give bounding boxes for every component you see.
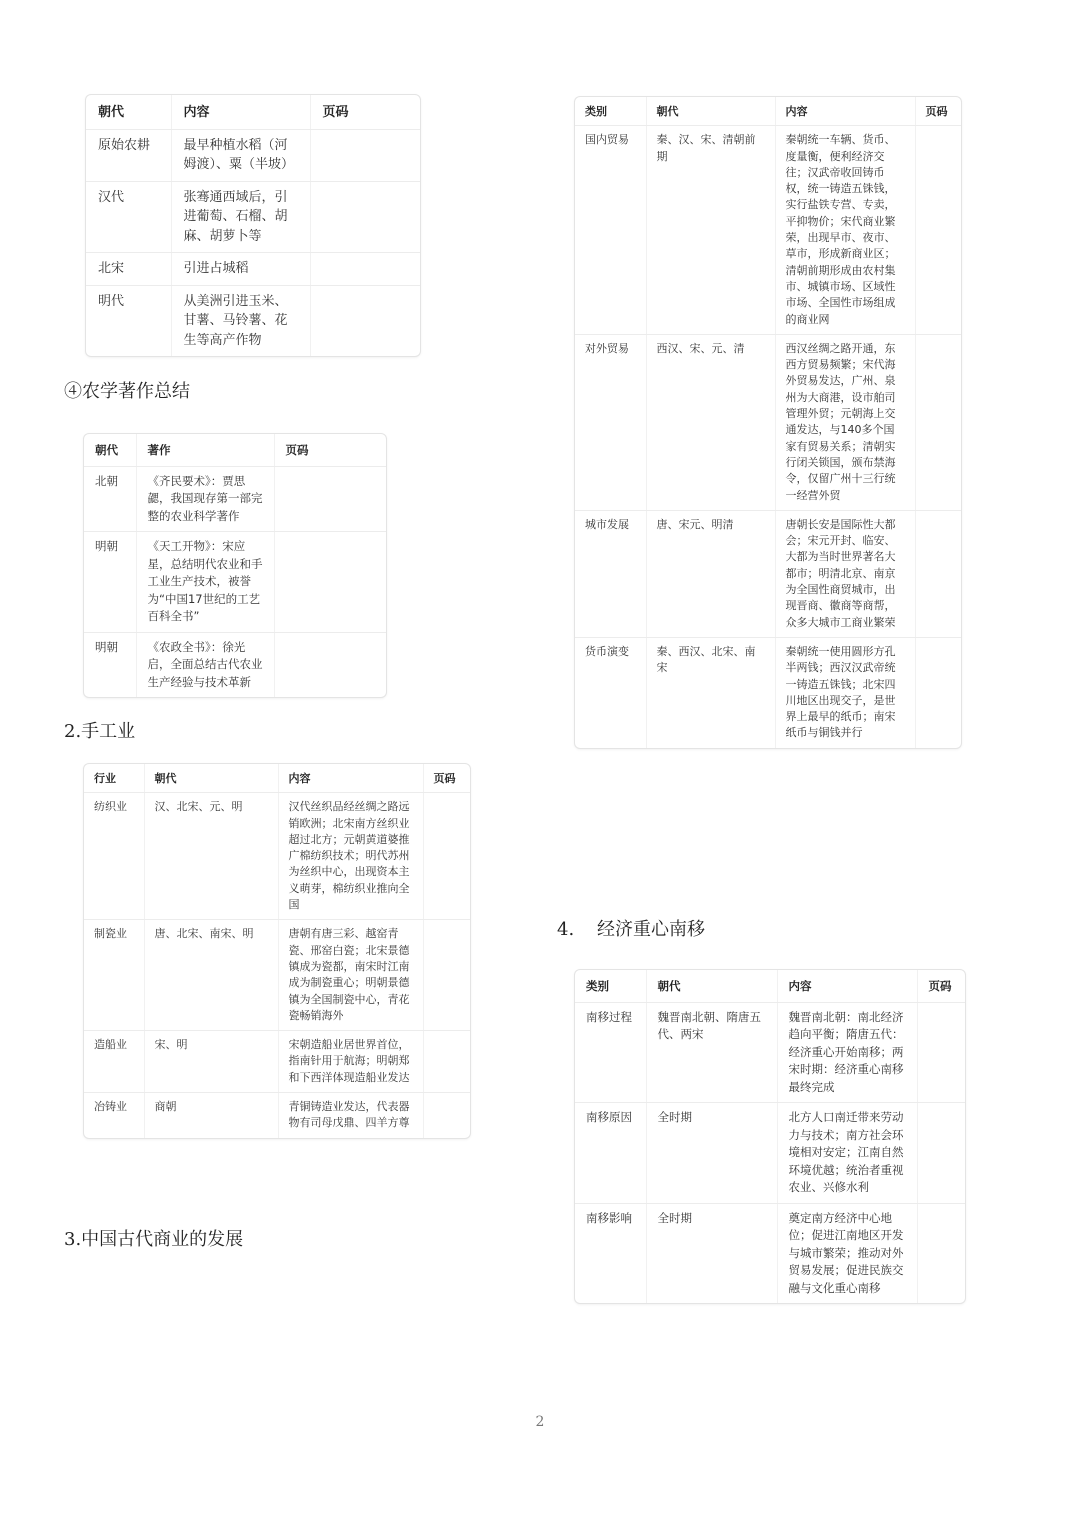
header-work: 著作 — [136, 434, 274, 466]
table-row — [575, 334, 961, 510]
table-row — [575, 1103, 965, 1204]
cell-page — [423, 1031, 470, 1093]
cell-content: 奠定南方经济中心地位；促进江南地区开发与城市繁荣；推动对外贸易发展；促进民族交融与文化重心南移 — [777, 1203, 917, 1303]
cell-work: 《农政全书》：徐光启，全面总结古代农业生产经验与技术革新 — [136, 632, 274, 697]
table-header-row — [575, 97, 961, 126]
table-row — [84, 793, 470, 920]
table-header-row — [86, 95, 420, 129]
cell-content: 北方人口南迁带来劳动力与技术；南方社会环境相对安定；江南自然环境优越；统治者重视农业、兴修水利 — [777, 1103, 917, 1204]
cell-category: 对外贸易 — [575, 334, 646, 510]
cell-work: 《天工开物》：宋应星，总结明代农业和手工业生产技术，被誉为“中国17世纪的工艺百科全书” — [136, 532, 274, 633]
header-content: 内容 — [278, 764, 423, 793]
cell-page — [917, 1103, 965, 1204]
header-industry: 行业 — [84, 764, 144, 793]
cell-dynasty: 汉、北宋、元、明 — [144, 793, 278, 920]
cell-page — [423, 793, 470, 920]
section-heading-commerce: 3.中国古代商业的发展 — [64, 1229, 244, 1250]
cell-content: 最早种植水稻（河姆渡）、粟（半坡） — [171, 129, 310, 181]
cell-dynasty: 西汉、宋、元、清 — [646, 334, 775, 510]
cell-category: 南移过程 — [575, 1002, 646, 1103]
cell-work: 《齐民要术》：贾思勰，我国现存第一部完整的农业科学著作 — [136, 466, 274, 532]
cell-dynasty: 唐、宋元、明清 — [646, 510, 775, 637]
table-row — [84, 632, 386, 697]
cell-page — [423, 1093, 470, 1138]
cell-content: 唐朝长安是国际性大都会；宋元开封、临安、大都为当时世界著名大都市；明清北京、南京为全国性商贸城市，出现晋商、徽商等商帮，众多大城市工商业繁荣 — [775, 510, 915, 637]
cell-page — [915, 637, 961, 747]
cell-dynasty: 原始农耕 — [86, 129, 171, 181]
economic-shift-table — [575, 970, 965, 1303]
table-row — [86, 285, 420, 356]
header-page: 页码 — [310, 95, 420, 129]
cell-dynasty: 汉代 — [86, 181, 171, 253]
cell-dynasty: 明代 — [86, 285, 171, 356]
cell-content: 从美洲引进玉米、甘薯、马铃薯、花生等高产作物 — [171, 285, 310, 356]
table-row — [84, 920, 470, 1031]
cell-industry: 纺织业 — [84, 793, 144, 920]
cell-dynasty: 唐、北宋、南宋、明 — [144, 920, 278, 1031]
cell-page — [274, 532, 386, 633]
cell-dynasty: 宋、明 — [144, 1031, 278, 1093]
cell-page — [310, 181, 420, 253]
cell-category: 城市发展 — [575, 510, 646, 637]
cell-content: 宋朝造船业居世界首位，指南针用于航海；明朝郑和下西洋体现造船业发达 — [278, 1031, 423, 1093]
cell-content: 张骞通西域后，引进葡萄、石榴、胡麻、胡萝卜等 — [171, 181, 310, 253]
page-number: 2 — [535, 1414, 545, 1430]
cell-dynasty: 魏晋南北朝、隋唐五代、两宋 — [646, 1002, 777, 1103]
table-row — [86, 181, 420, 253]
table-header-row — [575, 970, 965, 1002]
table-row — [84, 466, 386, 532]
cell-page — [915, 126, 961, 335]
cell-dynasty: 北宋 — [86, 253, 171, 286]
cell-industry: 造船业 — [84, 1031, 144, 1093]
cell-page — [915, 510, 961, 637]
cell-content: 引进占城稻 — [171, 253, 310, 286]
agri-books-table — [84, 434, 386, 697]
cell-dynasty: 北朝 — [84, 466, 136, 532]
table-row — [575, 126, 961, 335]
cell-page — [917, 1203, 965, 1303]
header-content: 内容 — [777, 970, 917, 1002]
cell-content: 秦朝统一车辆、货币、度量衡，便利经济交往；汉武帝收回铸币权，统一铸造五铢钱，实行盐铁专营、专卖，平抑物价；宋代商业繁荣，出现早市、夜市、草市，形成新商业区；清朝前期形成由农村集市、城镇市场、区域性市场、全国性市场组成的商业网 — [775, 126, 915, 335]
table-row — [575, 510, 961, 637]
table-header-row — [84, 434, 386, 466]
cell-page — [423, 920, 470, 1031]
cell-dynasty: 明朝 — [84, 532, 136, 633]
table-row — [84, 532, 386, 633]
commerce-table — [575, 97, 961, 748]
table-header-row — [84, 764, 470, 793]
table-row — [86, 253, 420, 286]
table-row — [575, 1002, 965, 1103]
cell-page — [917, 1002, 965, 1103]
agri-crops-table — [86, 95, 420, 356]
cell-industry: 制瓷业 — [84, 920, 144, 1031]
header-dynasty: 朝代 — [84, 434, 136, 466]
header-page: 页码 — [423, 764, 470, 793]
table-row — [84, 1031, 470, 1093]
cell-content: 魏晋南北朝：南北经济趋向平衡；隋唐五代：经济重心开始南移；两宋时期：经济重心南移最终完成 — [777, 1002, 917, 1103]
header-dynasty: 朝代 — [144, 764, 278, 793]
cell-page — [310, 129, 420, 181]
section-heading-agri-books: ④农学著作总结 — [64, 381, 190, 402]
cell-category: 南移影响 — [575, 1203, 646, 1303]
cell-page — [310, 285, 420, 356]
cell-content: 秦朝统一使用圆形方孔半两钱；西汉汉武帝统一铸造五铢钱；北宋四川地区出现交子，是世界上最早的纸币；南宋纸币与铜钱并行 — [775, 637, 915, 747]
cell-page — [915, 334, 961, 510]
cell-content: 青铜铸造业发达，代表器物有司母戊鼎、四羊方尊 — [278, 1093, 423, 1138]
cell-category: 国内贸易 — [575, 126, 646, 335]
header-page: 页码 — [274, 434, 386, 466]
cell-dynasty: 全时期 — [646, 1103, 777, 1204]
header-dynasty: 朝代 — [646, 970, 777, 1002]
header-page: 页码 — [915, 97, 961, 126]
header-dynasty: 朝代 — [646, 97, 775, 126]
cell-dynasty: 全时期 — [646, 1203, 777, 1303]
header-category: 类别 — [575, 970, 646, 1002]
cell-dynasty: 明朝 — [84, 632, 136, 697]
cell-dynasty: 秦、汉、宋、清朝前期 — [646, 126, 775, 335]
header-page: 页码 — [917, 970, 965, 1002]
cell-page — [274, 466, 386, 532]
table-row — [84, 1093, 470, 1138]
cell-page — [274, 632, 386, 697]
table-row — [575, 1203, 965, 1303]
table-row — [575, 637, 961, 747]
cell-category: 南移原因 — [575, 1103, 646, 1204]
cell-content: 西汉丝绸之路开通，东西方贸易频繁；宋代海外贸易发达，广州、泉州为大商港，设市舶司管理外贸；元朝海上交通发达，与140多个国家有贸易关系；清朝实行闭关锁国，颁布禁海令，仅留广州十三行统一经营外贸 — [775, 334, 915, 510]
cell-category: 货币演变 — [575, 637, 646, 747]
cell-page — [310, 253, 420, 286]
handicraft-table — [84, 764, 470, 1138]
cell-content: 汉代丝织品经丝绸之路远销欧洲；北宋南方丝织业超过北方；元朝黄道婆推广棉纺织技术；明代苏州为丝织中心，出现资本主义萌芽，棉纺织业推向全国 — [278, 793, 423, 920]
cell-industry: 冶铸业 — [84, 1093, 144, 1138]
section-heading-handicraft: 2.手工业 — [64, 721, 136, 742]
table-row — [86, 129, 420, 181]
header-content: 内容 — [775, 97, 915, 126]
header-content: 内容 — [171, 95, 310, 129]
header-category: 类别 — [575, 97, 646, 126]
header-dynasty: 朝代 — [86, 95, 171, 129]
cell-dynasty: 秦、西汉、北宋、南宋 — [646, 637, 775, 747]
cell-dynasty: 商朝 — [144, 1093, 278, 1138]
section-heading-economic-shift: 4. 经济重心南移 — [557, 919, 706, 940]
cell-content: 唐朝有唐三彩、越窑青瓷、邢窑白瓷；北宋景德镇成为瓷都，南宋时江南成为制瓷重心；明朝景德镇为全国制瓷中心，青花瓷畅销海外 — [278, 920, 423, 1031]
